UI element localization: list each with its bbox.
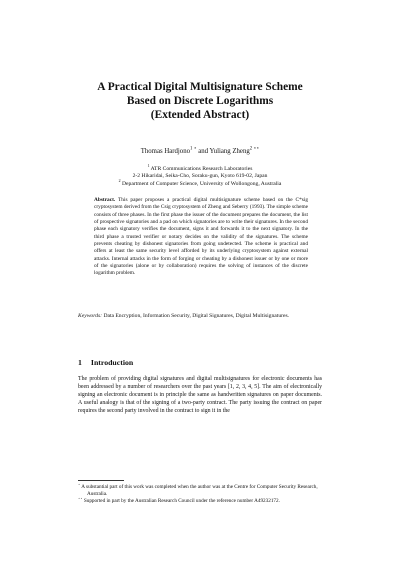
footnote <box>78 484 322 497</box>
author-name: Thomas Hardjono <box>140 148 190 155</box>
affiliation-line: 2-2 Hikaridai, Seika-Cho, Soraku-gun, Kyoto 619-02, Japan <box>132 173 268 180</box>
title-line-3: (Extended Abstract) <box>150 109 250 121</box>
author-marks: 2 ⋆⋆ <box>249 146 260 152</box>
section-number: 1 <box>78 358 82 367</box>
footnotes <box>78 484 322 505</box>
affiliation-line: ATR Communications Research Laboratories <box>150 166 253 172</box>
author-marks: 1 ⋆ <box>190 146 197 152</box>
section-heading <box>78 358 133 367</box>
footnote-mark: ⋆⋆ <box>78 496 83 501</box>
title-line-1: A Practical Digital Multisignature Scheme <box>97 81 303 93</box>
affiliation-2 <box>0 178 400 188</box>
intro-paragraph: The problem of providing digital signatures and digital multisignatures for electronic documents has been addressed by a number of researchers over the past years [1, 2, 3, 4, 5]. The aim of electronically signing an electronic document is in principle the same as handwritten signatures on paper documents. A useful analogy is that of the signing of a two-party contract. The party issuing the contract on paper requires the second party involved in the contract to sign it in the <box>78 376 322 414</box>
paper-title <box>0 80 400 122</box>
footnote-text: A substantial part of this work was completed when the author was at the Centre for Computer Security Research, Australia. <box>81 484 318 497</box>
footnote <box>78 498 322 505</box>
abstract-label: Abstract. <box>94 197 116 203</box>
title-line-2: Based on Discrete Logarithms <box>126 95 274 107</box>
author-name: Yuliang Zheng <box>209 148 250 155</box>
footnote-text: Supported in part by the Australian Research Council under the reference number A49232172. <box>83 497 280 504</box>
section-title: Introduction <box>90 358 134 367</box>
affiliation-1 <box>0 166 400 173</box>
keywords-label: Keywords: <box>78 313 103 319</box>
abstract <box>94 197 308 278</box>
affiliation-line: Department of Computer Science, University of Wollongong, Australia <box>122 180 282 187</box>
affiliations <box>0 166 400 188</box>
keywords-text: Data Encryption, Information Security, Digital Signatures, Digital Multisignatures. <box>103 313 290 319</box>
author-conjunction: and <box>198 148 209 155</box>
affiliation-mark: 1 <box>147 164 150 169</box>
footnote-mark: ⋆ <box>78 482 81 487</box>
author-list <box>0 148 400 155</box>
abstract-text: This paper proposes a practical digital multisignature scheme based on the C*sig cryptosystem derived from the Csig cryptosystem of Zheng and Seberry (1993). The simple scheme consists of three phases. In the first phase the issuer of the document prepares the document, the list of prospective signatories and a pad on which signatories are to write their signatures. In the second phase each signatory verifies the document, signs it and forwards it to the next signatory. In the third phase a trusted verifier or notary decides on the validity of the signatures. The scheme prevents cheating by dishonest signatories from going undetected. The scheme is practical and offers at least the same security level afforded by its underlying cryptosystem against external attacks. Internal attacks in the form of forging or cheating by a dishonest issuer or by one or more of the signatories (alone or by collaboration) requires the solving of instances of the discrete logarithm problem. <box>94 197 308 277</box>
footnote-divider <box>78 480 124 481</box>
affiliation-mark: 2 <box>118 178 121 183</box>
keywords <box>78 313 322 321</box>
